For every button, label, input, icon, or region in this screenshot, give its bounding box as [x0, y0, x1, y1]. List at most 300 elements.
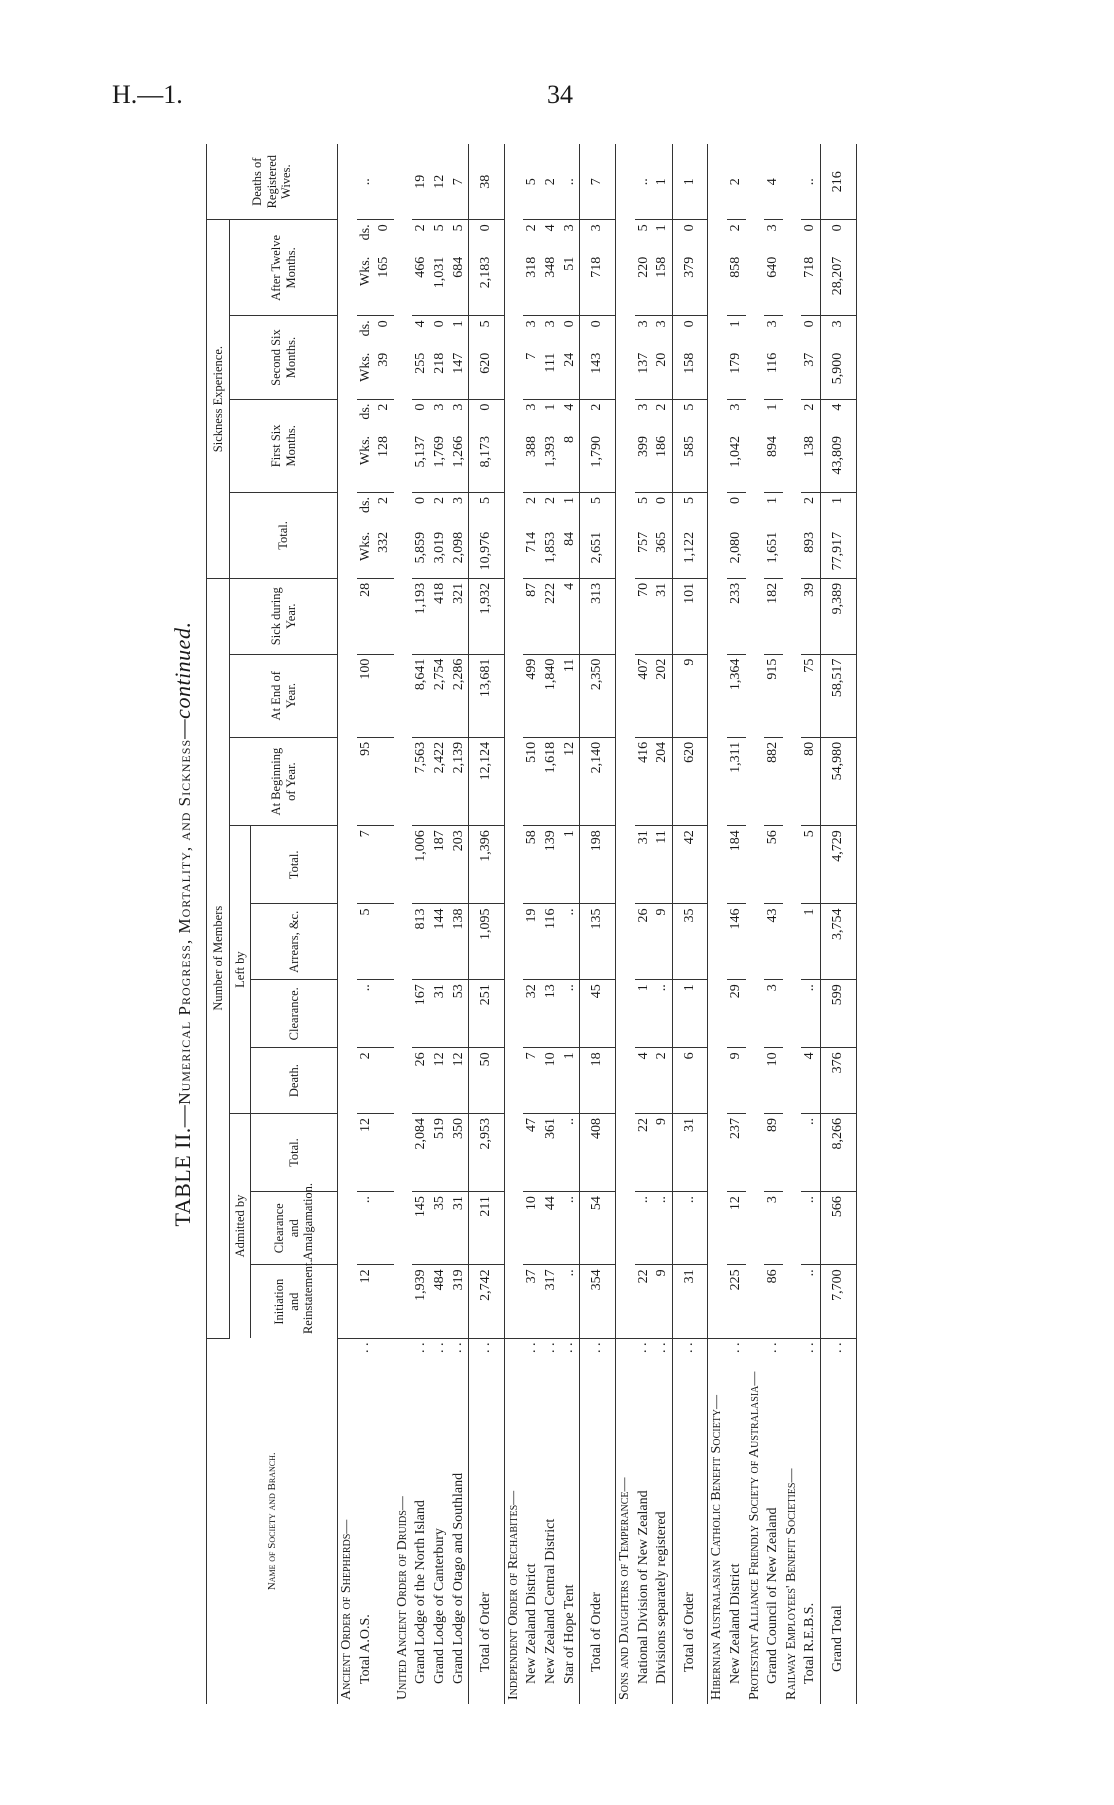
leader-dots: . .	[802, 1342, 818, 1354]
cell-arr: 116	[542, 904, 561, 980]
weeks-value: 218	[432, 352, 448, 374]
cell-death: 12	[450, 1048, 469, 1114]
cell-sick: 9,389	[821, 578, 857, 654]
days-value: 2	[543, 497, 559, 505]
col-second-six: Second Six Months.	[230, 316, 338, 399]
cell-clr: 31	[450, 1192, 469, 1265]
days-value: 2	[413, 224, 429, 232]
col-name: Name of Society and Branch.	[207, 1338, 338, 1704]
group-heading-row	[394, 144, 413, 1704]
empty-cell	[746, 144, 765, 1338]
cell-wives: ..	[801, 144, 820, 220]
row-name-cell	[450, 1338, 469, 1704]
days-value: 2	[802, 403, 818, 411]
row-name-cell	[542, 1338, 561, 1704]
weeks-value: 2,080	[727, 531, 743, 564]
cell-days	[764, 220, 783, 253]
row-name-cell	[504, 1338, 523, 1704]
cell-weeks	[431, 253, 450, 316]
cell-clr: 54	[580, 1192, 616, 1265]
cell-weeks	[672, 253, 708, 316]
cell-lclr: 599	[821, 980, 857, 1048]
days-value: 0	[589, 320, 605, 328]
cell-weeks	[469, 432, 505, 493]
cell-ltot: 184	[727, 826, 746, 904]
cell-beg: 882	[764, 737, 783, 825]
row-name: Star of Hope Tent	[561, 1584, 577, 1684]
days-value: 3	[450, 403, 466, 411]
row-name-cell	[727, 1338, 746, 1704]
cell-weeks	[764, 432, 783, 493]
cell-beg: 7,563	[412, 737, 431, 825]
weeks-value: 20	[654, 352, 670, 367]
weeks-value: 179	[727, 352, 743, 374]
cell-days	[727, 220, 746, 253]
cell-lclr: 251	[469, 980, 505, 1048]
weeks-value: 348	[543, 256, 559, 278]
cell-days	[672, 220, 708, 253]
cell-beg: 1,618	[542, 737, 561, 825]
cell-weeks	[821, 253, 857, 316]
cell-adm: 89	[764, 1113, 783, 1191]
cell-clr: 10	[523, 1192, 542, 1265]
total-row	[821, 144, 857, 1704]
cell-end: 2,286	[450, 654, 469, 737]
table-row	[727, 144, 746, 1704]
cell-sick: 1,932	[469, 578, 505, 654]
cell-clr: ..	[801, 1192, 820, 1265]
title-suffix: —continued.	[170, 621, 195, 739]
weeks-value: 111	[543, 352, 559, 373]
cell-death: 2	[653, 1048, 672, 1114]
empty-cell	[783, 144, 802, 1338]
weeks-value: 1,393	[543, 435, 559, 468]
empty-cell	[615, 144, 634, 1338]
col-sickness-experience: Sickness Experience.	[207, 220, 230, 578]
empty-cell	[338, 144, 357, 1338]
cell-days	[450, 220, 469, 253]
cell-init: 1,939	[412, 1265, 431, 1338]
cell-lclr: 13	[542, 980, 561, 1048]
cell-arr: 35	[672, 904, 708, 980]
cell-arr: 5	[357, 904, 394, 980]
leader-dots: . .	[588, 1342, 604, 1354]
cell-weeks	[764, 528, 783, 578]
cell-ltot: 58	[523, 826, 542, 904]
row-name-cell	[357, 1338, 394, 1704]
weeks-value: 466	[413, 256, 429, 278]
weeks-unit-label: Wks.	[357, 256, 373, 286]
weeks-value: 28,207	[830, 256, 846, 296]
cell-weeks	[412, 528, 431, 578]
col-number-of-members: Number of Members	[207, 578, 230, 1338]
cell-wives: 5	[523, 144, 542, 220]
cell-days	[801, 493, 820, 528]
cell-days	[357, 399, 394, 432]
row-name-cell	[469, 1338, 505, 1704]
cell-lclr: ..	[561, 980, 580, 1048]
days-value: 0	[432, 320, 448, 328]
cell-weeks	[450, 253, 469, 316]
days-value: 4	[543, 224, 559, 232]
cell-lclr: ..	[357, 980, 394, 1048]
cell-beg: 2,422	[431, 737, 450, 825]
row-name: Grand Council of New Zealand	[765, 1507, 781, 1684]
cell-beg: 1,311	[727, 737, 746, 825]
table-row	[412, 144, 431, 1704]
cell-days	[431, 493, 450, 528]
weeks-value: 1,853	[543, 531, 559, 564]
cell-death: 4	[635, 1048, 654, 1114]
cell-init: 86	[764, 1265, 783, 1338]
cell-days	[653, 399, 672, 432]
cell-clr: ..	[357, 1192, 394, 1265]
cell-weeks	[635, 349, 654, 399]
weeks-value: 2,098	[450, 531, 466, 564]
cell-days	[801, 220, 820, 253]
weeks-value: 128	[376, 435, 392, 457]
cell-beg: 620	[672, 737, 708, 825]
cell-weeks	[450, 528, 469, 578]
cell-weeks	[542, 349, 561, 399]
cell-days	[727, 493, 746, 528]
days-value: 3	[589, 224, 605, 232]
cell-init: 31	[672, 1265, 708, 1338]
cell-wives: 2	[542, 144, 561, 220]
cell-clr: ..	[635, 1192, 654, 1265]
cell-lclr: 31	[431, 980, 450, 1048]
cell-weeks	[580, 528, 616, 578]
cell-death: 9	[727, 1048, 746, 1114]
days-value: 2	[802, 497, 818, 505]
row-name-cell	[431, 1338, 450, 1704]
cell-init: 22	[635, 1265, 654, 1338]
cell-weeks	[523, 253, 542, 316]
cell-init: 12	[357, 1265, 394, 1338]
cell-arr: 43	[764, 904, 783, 980]
row-name-cell	[615, 1338, 634, 1704]
cell-clr: 566	[821, 1192, 857, 1265]
weeks-value: 116	[765, 352, 781, 374]
cell-weeks	[561, 432, 580, 493]
cell-weeks	[635, 528, 654, 578]
total-row	[469, 144, 505, 1704]
col-initiation: Initiation and Reinstatement.	[251, 1265, 338, 1338]
weeks-value: 585	[681, 435, 697, 457]
cell-wives: 1	[653, 144, 672, 220]
cell-init: 2,742	[469, 1265, 505, 1338]
weeks-unit-label: Wks.	[357, 435, 373, 466]
cell-days	[580, 493, 616, 528]
cell-clr: ..	[653, 1192, 672, 1265]
days-unit-label: ds.	[357, 224, 373, 241]
row-name-cell	[764, 1338, 783, 1704]
cell-weeks	[635, 253, 654, 316]
cell-beg: 80	[801, 737, 820, 825]
cell-weeks	[672, 432, 708, 493]
cell-weeks	[672, 528, 708, 578]
cell-weeks	[801, 349, 820, 399]
cell-arr: 146	[727, 904, 746, 980]
group-heading-row	[504, 144, 523, 1704]
cell-sick: 87	[523, 578, 542, 654]
weeks-value: 186	[654, 435, 670, 457]
row-name: Railway Employees' Benefit Societies—	[783, 1468, 799, 1700]
cell-arr: 1	[801, 904, 820, 980]
cell-clr: 35	[431, 1192, 450, 1265]
days-value: 2	[727, 224, 743, 232]
cell-end: 407	[635, 654, 654, 737]
days-value: 5	[589, 497, 605, 505]
row-name: Total of Order	[478, 1592, 494, 1672]
cell-lclr: 3	[764, 980, 783, 1048]
cell-days	[801, 316, 820, 349]
col-after-twelve: After Twelve Months.	[230, 220, 338, 316]
cell-lclr: 53	[450, 980, 469, 1048]
cell-ltot: 1,006	[412, 826, 431, 904]
cell-adm: ..	[561, 1113, 580, 1191]
cell-days	[561, 399, 580, 432]
days-value: 5	[681, 403, 697, 411]
cell-wives: 19	[412, 144, 431, 220]
total-row	[672, 144, 708, 1704]
cell-ltot: 139	[542, 826, 561, 904]
row-name: Total A.O.S.	[357, 1614, 373, 1684]
days-value: 0	[681, 320, 697, 328]
cell-clr: 3	[764, 1192, 783, 1265]
cell-weeks	[653, 528, 672, 578]
weeks-value: 684	[450, 256, 466, 278]
col-arrears: Arrears, &c.	[251, 904, 338, 980]
days-value: 1	[543, 403, 559, 411]
weeks-value: 894	[765, 435, 781, 457]
cell-weeks	[580, 432, 616, 493]
days-value: 1	[561, 497, 577, 505]
weeks-value: 165	[376, 256, 392, 278]
days-value: 1	[765, 403, 781, 411]
cell-ltot: 1,396	[469, 826, 505, 904]
leader-dots: . .	[413, 1342, 429, 1354]
weeks-value: 718	[589, 256, 605, 278]
weeks-value: 158	[681, 352, 697, 374]
weeks-value: 8	[561, 435, 577, 443]
cell-beg: 2,139	[450, 737, 469, 825]
cell-end: 202	[653, 654, 672, 737]
row-name: Total R.E.B.S.	[802, 1602, 818, 1684]
days-value: 5	[478, 497, 494, 505]
days-value: 2	[589, 403, 605, 411]
cell-weeks	[653, 253, 672, 316]
weeks-value: 37	[802, 352, 818, 367]
col-wives: Deaths of Registered Wives.	[207, 144, 338, 220]
cell-end: 1,840	[542, 654, 561, 737]
weeks-value: 51	[561, 256, 577, 271]
cell-wives: ..	[357, 144, 394, 220]
cell-end: 11	[561, 654, 580, 737]
cell-days	[357, 220, 394, 253]
cell-death: 18	[580, 1048, 616, 1114]
weeks-value: 1,769	[432, 435, 448, 468]
cell-weeks	[412, 432, 431, 493]
cell-days	[542, 316, 561, 349]
cell-days	[635, 220, 654, 253]
weeks-value: 388	[524, 435, 540, 457]
cell-adm: 47	[523, 1113, 542, 1191]
row-name: United Ancient Order of Druids—	[394, 1496, 410, 1700]
col-death: Death.	[251, 1048, 338, 1114]
days-value: 3	[524, 320, 540, 328]
weeks-value: 893	[802, 531, 818, 553]
days-value: 3	[635, 320, 651, 328]
cell-days	[727, 399, 746, 432]
cell-days	[412, 493, 431, 528]
cell-clr: 211	[469, 1192, 505, 1265]
table-row	[523, 144, 542, 1704]
table-row	[764, 144, 783, 1704]
weeks-value: 1,790	[589, 435, 605, 468]
cell-weeks	[727, 253, 746, 316]
leader-dots: . .	[681, 1342, 697, 1354]
cell-clr: 12	[727, 1192, 746, 1265]
cell-weeks	[357, 528, 394, 578]
days-value: 0	[802, 224, 818, 232]
days-value: 0	[376, 320, 392, 328]
days-unit-label: ds.	[357, 403, 373, 420]
cell-days	[561, 493, 580, 528]
cell-weeks	[542, 253, 561, 316]
days-value: 0	[561, 320, 577, 328]
group-heading-row	[783, 144, 802, 1704]
cell-clr: 44	[542, 1192, 561, 1265]
cell-days	[523, 399, 542, 432]
cell-days	[469, 220, 505, 253]
cell-days	[764, 316, 783, 349]
row-name-cell	[821, 1338, 857, 1704]
weeks-value: 1,266	[450, 435, 466, 468]
cell-sick: 4	[561, 578, 580, 654]
col-admitted-total: Total.	[251, 1113, 338, 1191]
cell-days	[542, 399, 561, 432]
cell-ltot: 31	[635, 826, 654, 904]
weeks-unit-label: Wks.	[357, 352, 373, 382]
cell-days	[727, 316, 746, 349]
days-value: 5	[635, 224, 651, 232]
table-row	[801, 144, 820, 1704]
leader-dots: . .	[829, 1342, 845, 1354]
weeks-value: 39	[376, 352, 392, 367]
cell-adm: 2,953	[469, 1113, 505, 1191]
days-value: 1	[727, 320, 743, 328]
weeks-value: 1,122	[681, 531, 697, 564]
cell-arr: 26	[635, 904, 654, 980]
leader-dots: . .	[764, 1342, 780, 1354]
weeks-value: 714	[524, 531, 540, 553]
cell-weeks	[412, 253, 431, 316]
days-value: 0	[654, 497, 670, 505]
weeks-value: 5,859	[413, 531, 429, 564]
cell-wives: 4	[764, 144, 783, 220]
cell-adm: ..	[801, 1113, 820, 1191]
cell-init: 225	[727, 1265, 746, 1338]
row-name-cell	[801, 1338, 820, 1704]
leader-dots: . .	[561, 1342, 577, 1354]
cell-arr: 138	[450, 904, 469, 980]
cell-days	[357, 316, 394, 349]
cell-end: 915	[764, 654, 783, 737]
cell-lclr: 1	[635, 980, 654, 1048]
cell-days	[412, 220, 431, 253]
days-value: 0	[727, 497, 743, 505]
empty-cell	[708, 144, 727, 1338]
table-row	[542, 144, 561, 1704]
cell-arr: 9	[653, 904, 672, 980]
cell-days	[672, 399, 708, 432]
days-value: 3	[450, 497, 466, 505]
row-name-cell	[412, 1338, 431, 1704]
cell-end: 58,517	[821, 654, 857, 737]
weeks-value: 1,651	[765, 531, 781, 564]
cell-days	[821, 399, 857, 432]
days-value: 3	[830, 320, 846, 328]
cell-arr: 19	[523, 904, 542, 980]
cell-ltot: 198	[580, 826, 616, 904]
cell-weeks	[764, 349, 783, 399]
cell-days	[412, 399, 431, 432]
leader-dots: . .	[357, 1342, 373, 1354]
row-name: New Zealand District	[727, 1563, 743, 1684]
cell-sick: 70	[635, 578, 654, 654]
row-name-cell	[746, 1338, 765, 1704]
cell-days	[523, 220, 542, 253]
cell-days	[469, 316, 505, 349]
cell-death: 50	[469, 1048, 505, 1114]
table-row	[653, 144, 672, 1704]
cell-days	[523, 493, 542, 528]
cell-beg: 416	[635, 737, 654, 825]
cell-end: 9	[672, 654, 708, 737]
days-value: 2	[524, 497, 540, 505]
row-name-cell	[708, 1338, 727, 1704]
weeks-value: 5,137	[413, 435, 429, 468]
cell-init: 354	[580, 1265, 616, 1338]
cell-ltot: 5	[801, 826, 820, 904]
cell-days	[801, 399, 820, 432]
cell-ltot: 11	[653, 826, 672, 904]
days-value: 0	[830, 224, 846, 232]
row-name-cell	[783, 1338, 802, 1704]
title-main: Numerical Progress, Mortality, and Sickness	[175, 738, 194, 1105]
leader-dots: . .	[431, 1342, 447, 1354]
col-sick: Sick during Year.	[230, 578, 338, 654]
cell-end: 2,350	[580, 654, 616, 737]
cell-death: 10	[764, 1048, 783, 1114]
cell-adm: 9	[653, 1113, 672, 1191]
days-value: 5	[635, 497, 651, 505]
group-heading-row	[338, 144, 357, 1704]
cell-weeks	[469, 528, 505, 578]
cell-ltot: 187	[431, 826, 450, 904]
cell-sick: 233	[727, 578, 746, 654]
cell-weeks	[431, 432, 450, 493]
cell-weeks	[357, 432, 394, 493]
col-left-total: Total.	[251, 826, 338, 904]
cell-init: 484	[431, 1265, 450, 1338]
days-value: 0	[478, 224, 494, 232]
cell-weeks	[523, 349, 542, 399]
table-row	[357, 144, 394, 1704]
weeks-value: 858	[727, 256, 743, 278]
row-name-cell	[672, 1338, 708, 1704]
